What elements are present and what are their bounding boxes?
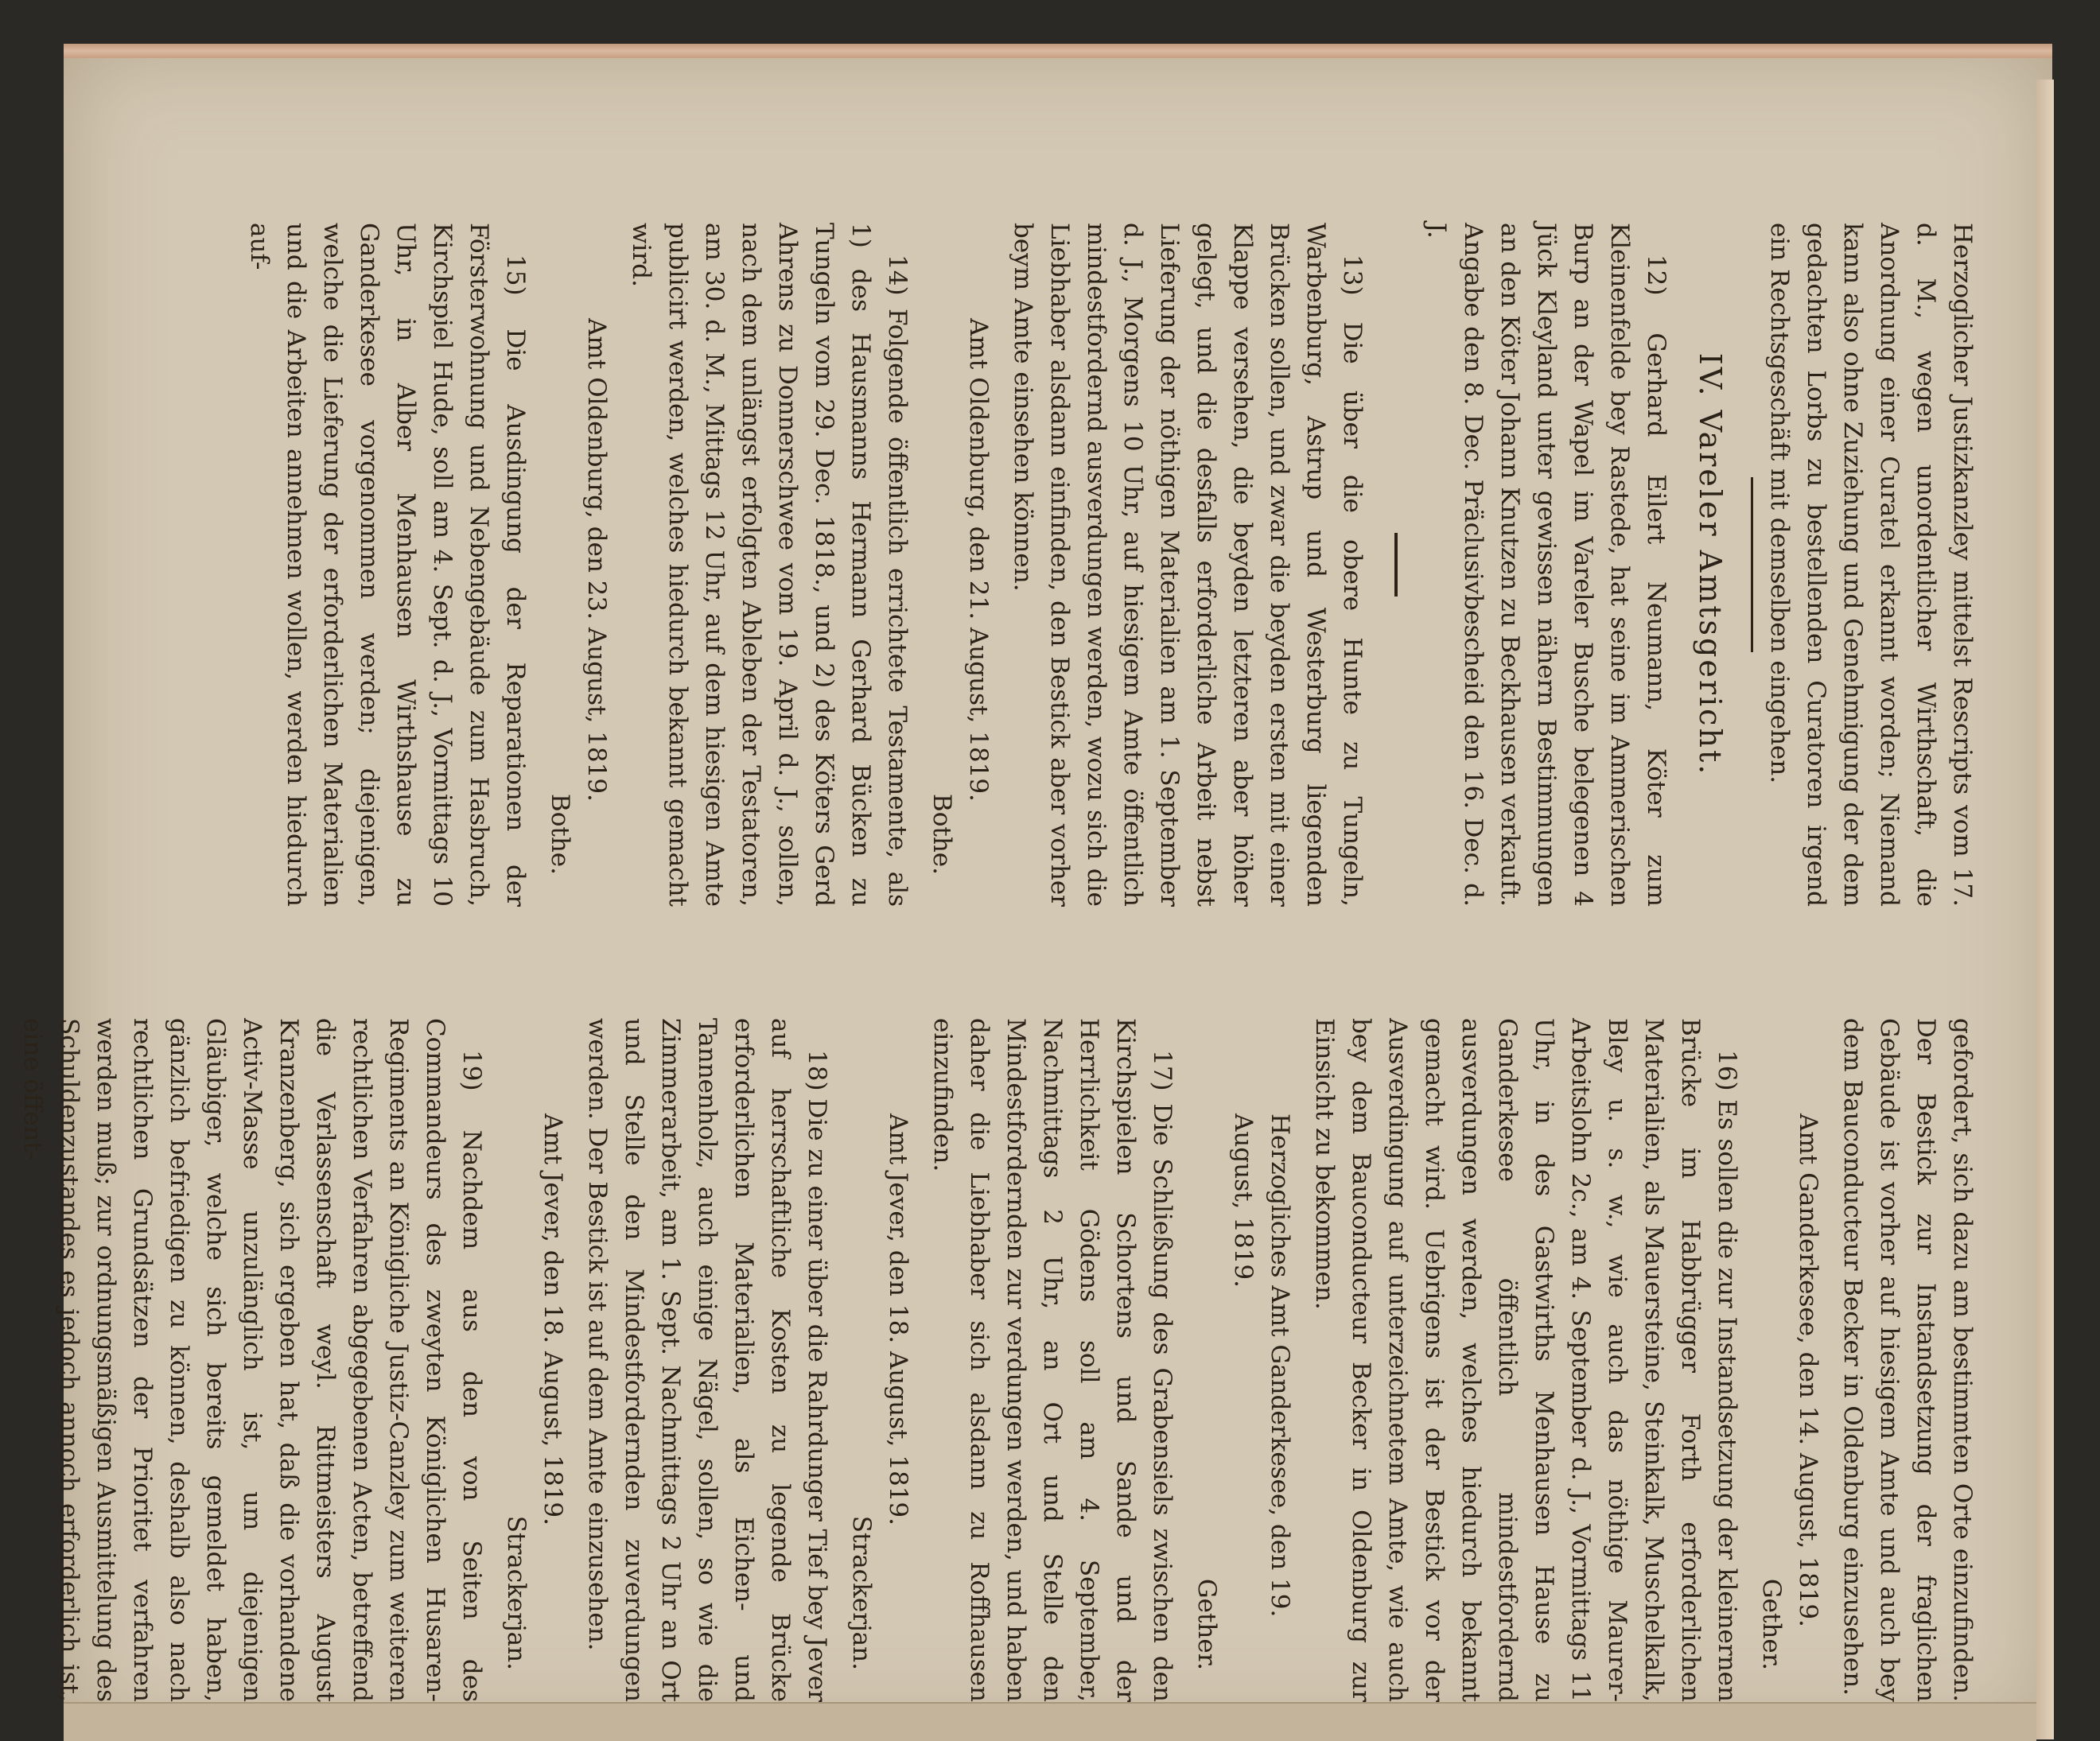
notice-18-date: Amt Jever, den 18. August, 1819. [539, 1113, 567, 1525]
left-column [233, 223, 1981, 907]
page-right-edge [2036, 80, 2054, 1739]
notice-divider [1394, 533, 1398, 597]
notice-14-date: Amt Oldenburg, den 23. August, 1819. [582, 318, 611, 802]
notice-14: 14) Folgende öffentlich errichtete Testamente, als 1) des Hausmanns Hermann Gerhard Bücken zu Tungeln vom 29. Dec. 1818., und 2) des Köters Gerd Ahrens zu Donnerschwee vom 19. April d. J., sollen, nach dem unlängst erfolgten Ableben der Testatoren, am 30. d. M., Mittags 12 Uhr, auf dem hiesigen Amte publicirt werden, welches hiedurch bekannt gemacht wird. [627, 223, 912, 907]
notice-18: 18) Die zu einer über die Rahrdunger Tief bey Jever auf herrschaftliche Kosten zu legende Brücke erforderlichen Materialien, als Eichen- und Tannenholz, auch einige Nägel, sollen, so wie die Zimmerarbeit, am 1. Sept. Nachmittags 2 Uhr an Ort und Stelle den Mindestfordernden zuverdungen werden. Der Bestick ist auf dem Amte einzusehen. [583, 1018, 831, 1702]
notice-13-date: Amt Oldenburg, den 21. August, 1819. [964, 318, 993, 802]
notice-16: 16) Es sollen die zur Instandsetzung der kleinernen Brücke im Habbrügger Forth erforderlichen Materialien, als Mauersteine, Steinkalk, Muschelkalk, Bley u. s. w., wie auch das nöthige Maurer-Arbeitslohn 2c., am 4. September d. J., Vormittags 11 Uhr, in des Gastwirths Menhausen Hause zu Ganderkesee öffentlich mindestfordernd ausverdungen werden, welches hiedurch bekannt gemacht wird. Uebrigens ist der Bestick vor der Ausverdingung auf unterzeichnetem Amte, wie auch bey dem Bauconducteur Becker in Oldenburg zur Einsicht zu bekommen. [1310, 1018, 1741, 1702]
section-heading: IV. Vareler Amtsgericht. [1693, 352, 1728, 777]
page-bottom-edge [64, 1702, 2036, 1741]
notice-18-signature: Strackerjan. [502, 1515, 531, 1670]
notice-12: 12) Gerhard Eilert Neumann, Köter zum Kleinenfelde bey Rastede, hat seine im Ammerischen Burp an der Wapel im Vareler Busche belegenen 4 Jück Kleyland unter gewissen nähern Bestimmungen an den Köter Johann Knutzen zu Beckhausen verkauft. Angabe den 8. Dec. Präclusivbescheid den 16. Dec. d. J. [1422, 223, 1670, 907]
notice-13: 13) Die über die obere Hunte zu Tungeln, Warbenburg, Astrup und Westerburg liegenden Brücken sollen, und zwar die beyden ersten mit einer Klappe versehen, die beyden letzteren aber höher gelegt, und die desfalls erforderliche Arbeit nebst Lieferung der nöthigen Materialien am 1. September d. J., Morgens 10 Uhr, auf hiesigem Amte öffentlich mindestfordernd ausverdungen werden, wozu sich die Liebhaber alsdann einfinden, den Bestick aber vorher beym Amte einsehen können. [1009, 223, 1367, 907]
notice-17-signature: Strackerjan. [847, 1515, 876, 1670]
rotated-text-block [18, 223, 1981, 1702]
notice-16-signature: Gether. [1192, 1578, 1221, 1670]
continued-paragraph: gefordert, sich dazu am bestimmten Orte einzufinden. Der Bestick zur Instandsetzung der fraglichen Gebäude ist vorher auf hiesigem Amte und auch bey dem Bauconducteur Becker in Oldenburg einzusehen. [1838, 1018, 1977, 1702]
right-column [6, 1018, 1981, 1702]
notice-19: 19) Nachdem aus den von Seiten des Commandeurs des zweyten Königlichen Husaren-Regiments an Königliche Justiz-Canzley zum weiteren rechtlichen Verfahren abgegebenen Acten, betreffend die Verlassenschaft weyl. Rittmeisters August Kranzenberg, sich ergeben hat, daß die vorhandene Activ-Masse unzulänglich ist, um diejenigen Gläubiger, welche sich bereits gemeldet haben, gänzlich befriedigen zu können, deshalb also nach rechtlichen Grundsätzen der Prioritet verfahren werden muß; zur ordnungsmäßigen Ausmittelung des Schuldenzustandes es jedoch annoch erforderlich ist, eine öffent- [18, 1018, 486, 1702]
notice-16-date: Herzogliches Amt Ganderkesee, den 19. August, 1819. [1229, 1113, 1294, 1618]
continued-date: Amt Ganderkesee, den 14. August, 1819. [1794, 1113, 1822, 1627]
notice-14-signature: Bothe. [546, 793, 574, 875]
page-top-edge [64, 44, 2052, 58]
continued-signature: Gether. [1757, 1578, 1786, 1670]
notice-17: 17) Die Schließung des Grabensiels zwischen den Kirchspielen Schortens und Sande und der Herrlichkeit Gödens soll am 4. September, Nachmittags 2 Uhr, an Ort und Stelle den Mindestfordernden zur verdungen werden, und haben daher die Liebhaber sich alsdann zu Roffhausen einzufinden. [928, 1018, 1176, 1702]
notice-15: 15) Die Ausdingung der Reparationen der Försterwohnung und Nebengebäude zum Hasbruch, Kirchspiel Hude, soll am 4. Sept. d. J., Vormittags 10 Uhr, in Alber Menhausen Wirthshause zu Ganderkesee vorgenommen werden; diejenigen, welche die Lieferung der erforderlichen Materialien und die Arbeiten annehmen wollen, werden hiedurch auf- [245, 223, 530, 907]
notice-17-date: Amt Jever, den 18. August, 1819. [884, 1113, 912, 1525]
section-divider [1751, 477, 1753, 652]
notice-13-signature: Bothe. [928, 793, 956, 875]
intro-paragraph: Herzoglicher Justizkanzley mittelst Rescripts vom 17. d. M., wegen unordentlicher Wirthschaft, die Anordnung einer Curatel erkannt worden; Niemand kann also ohne Zuziehung und Genehmigung der dem gedachten Lorbs zu bestellenden Curatoren irgend ein Rechtsgeschäft mit demselben eingehen. [1765, 223, 1977, 907]
